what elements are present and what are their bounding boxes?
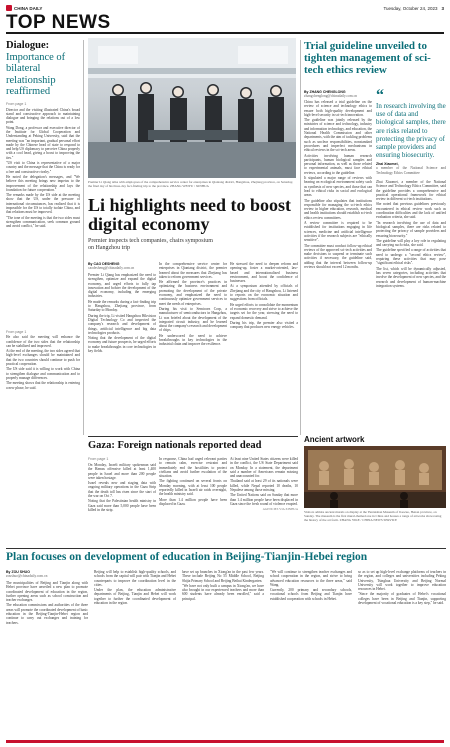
mural-illustration xyxy=(304,446,446,508)
paragraph: The list, which will be dynamically adjusted, has seven categories, including activities that involve the development of new species, and the research and development of human-machine integration systems. xyxy=(376,266,446,288)
trial-pull-quote xyxy=(376,87,446,175)
gaza-col-3 xyxy=(230,457,298,513)
paragraph: Director and the visiting illustrated China's broad stand and constructive approach to maintaining dialogue and bringing the relations out of a low point. xyxy=(6,107,80,125)
premier-photo-illustration xyxy=(88,38,296,178)
paragraph: have set up branches in Xiong'an in the past few years. These include Beijing No 55 Middle School, Beijing Shijia Primary School and Beijing Beihai Kindergarten. xyxy=(182,570,264,583)
paragraph: The education commissions and authorities of the three areas will promote the coordinated development of basic education in the Beijing-Tianjin-Hebei region and continue to carry out exchanges and training for teachers. xyxy=(6,603,88,625)
gaza-col-2 xyxy=(159,457,227,507)
pull-quote-text: In research involving the use of data and biological samples, there are risks related to protecting the privacy of sample providers and ensuring biosecurity. xyxy=(376,102,446,160)
bottom-story-rule xyxy=(6,548,446,549)
paragraph: At least nine United States citizens were killed in the conflict, the US State Department said on Monday. In a statement, the department said a number of Americans remain missing and unaccounted for. xyxy=(230,457,298,479)
top-bar xyxy=(6,4,444,12)
paragraph: Under the plan, the education administrative departments of Beijing, Tianjin and Hebei will work together to further the coordinated development of education in the region. xyxy=(94,588,176,606)
paragraph: In the comprehensive service center for enterprises in Qiantang district, the premier learned about the measures that Zhejiang has taken to reform government services. xyxy=(159,262,227,279)
page-number: 3 xyxy=(441,5,444,11)
paragraph: so as to set up high-level exchange platforms of teachers in the region, and colleges and universities including Peking University, Tsinghua University and Beijing Normal University will work together to improve education resources in Hebei. xyxy=(358,570,446,592)
main-col-3 xyxy=(230,262,298,330)
paragraph: It stipulated a major range of reviews with bearing on ecological environment safety such as synthesis of new species, and those that can lead to ethical risks in social and ecological areas. xyxy=(304,176,372,198)
main-col-2 xyxy=(159,262,227,348)
newspaper-logo xyxy=(6,5,42,11)
paragraph: In response, China had urged relevant parties to remain calm, exercise restraint and immediately end the hostilities to protect civilians and avoid further escalation of the situation. xyxy=(159,457,227,479)
section-masthead xyxy=(6,12,444,34)
trial-col-3 xyxy=(376,180,446,289)
bottom-byline: By ZOU SHUO xyxy=(6,570,30,574)
ancient-label: Ancient artwork xyxy=(304,435,365,444)
dialogue-from-page: From page 1 xyxy=(6,101,27,106)
main-deck: Premier inspects tech companies, chairs symposium on Hangzhou trip xyxy=(88,238,213,251)
paragraph: "We have not only built a campus in Xiong'an, we have also brought in our experienced teachers and more than 600 students have already been enrolled," said a principal. xyxy=(182,583,264,601)
paragraph: Activities involving human research participants, human biological samples and personal information, as well as those related to experimental animals, must face ethical reviews, according to the guideline. xyxy=(304,153,372,175)
main-headline: Li highlights need to boost digital economy xyxy=(88,195,292,234)
main-byline: By CAO DESHENG xyxy=(88,262,120,266)
bottom-col-5 xyxy=(358,570,446,606)
paragraph: During his visit to Semicorn Corp, a manufacturer of semiconductors in Hangzhou, Li was briefed about the development of the integrated circuit industry, and he learned about the company's research and development of chips. xyxy=(159,306,227,333)
paragraph: The committee must conduct follow-up ethical reviews of the approved sci-tech activities and make decisions to suspend or terminate such activities if necessary, the guideline said, adding that the interval between follow-up reviews should not exceed 12 months. xyxy=(304,243,372,269)
paragraph: The meeting shows that the relationship is entering a new phase, he said. xyxy=(6,381,80,390)
dialogue-cont-from-page: From page 1 xyxy=(6,330,27,334)
paragraph: He affirmed the province's practices in optimizing the business environment and promoting the development of the private economy, and emphasized the need to continuously optimize government services to meet the needs of enterprises. xyxy=(159,280,227,306)
gaza-top-rule xyxy=(88,436,298,437)
paragraph: He noted the delegation's messages, and "We believe this meeting brings new impetus to the improvement of the relationship and lays the foundation for future cooperation." xyxy=(6,174,80,192)
bottom-headline: Plan focuses on development of education in Beijing-Tianjin-Hebei region xyxy=(6,551,368,563)
paragraph: The remarks made by the US side at the meeting show that the US, under the pressure of international circumstances, has realized that it is impossible for the US to totally isolate China, and that relations must be improved. xyxy=(6,193,80,215)
paragraph: Noting that the Palestinian health ministry in Gaza said more than 5,000 people have been killed in the strip. xyxy=(88,499,156,512)
paragraph: He stressed the need to deepen reform and opening-up, foster a market-oriented, law-based and internationalized business environment, and boost the confidence of businesses. xyxy=(230,262,298,284)
dialogue-body xyxy=(6,108,80,229)
premier-photo-caption: Premier Li Qiang talks with employees of the comprehensive service center for enterprises in Qiantang district, Hangzhou, Zhejiang province, on Saturday, the final day of his three-day fact-finding trip to the province. ZHANG WEIYU / XINHUA xyxy=(88,180,294,188)
main-dateline: caodesheng@chinadaily.com.cn xyxy=(88,266,135,270)
paragraph: He underscored the need to achieve breakthroughs in key technologies in the industrial chain and improve the resilience. xyxy=(159,333,227,347)
paragraph: On Monday, Israeli military spokesman said the Hamas offensive killed at least 1,400 people in Israel and more than 200 people were taken hostage. xyxy=(88,463,156,480)
paragraph: Beijing will help to establish high-quality schools, and schools from the capital will pair with Tianjin and Hebei counterparts to improve the coordination level in the cities. xyxy=(94,570,176,587)
trial-byline-block xyxy=(304,90,372,98)
trial-col-1 xyxy=(304,100,372,270)
ancient-caption: Visitors admire ancient murals on display at the Yuntaishan Museum of Jiaozuo, Henan province, on Sunday. The museum is the first mural-themed one in China and houses a range of artworks showcasing the history of the art form. ZHANG YIKE / CHINA NEWS SERVICE xyxy=(304,510,442,522)
paragraph: The US side said it is willing to work with China to strengthen dialogue and communication and to properly manage differences. xyxy=(6,367,80,380)
page-bottom-bar xyxy=(6,740,444,743)
quote-name: Zhai Xiaomei, xyxy=(376,162,399,167)
bottom-col-2 xyxy=(94,570,176,606)
section-title: TOP NEWS xyxy=(6,12,111,33)
bottom-col-4 xyxy=(270,570,352,602)
top-bar-right xyxy=(383,6,444,11)
dialogue-story xyxy=(6,40,80,325)
bottom-col-1 xyxy=(6,581,88,626)
dialogue-col-cont xyxy=(6,330,80,391)
newspaper-name: CHINA DAILY xyxy=(14,5,43,11)
paragraph: "In research involving the use of data and biological samples, there are risks related to protecting the privacy of sample providers and ensuring biosecurity." xyxy=(376,220,446,238)
paragraph: He urged efforts to consolidate the momentum of economic recovery and strive to achieve the targets set for the year, stressing the need to expand domestic demand. xyxy=(230,302,298,320)
quote-mark-icon: “ xyxy=(376,87,384,104)
paragraph: The guideline also stipulates that institutions responsible for managing the sci-tech ethics review in higher education, research, medical and health institutions should establish sci-tech ethics review committees. xyxy=(304,198,372,220)
paragraph: A review committee is required to be established for institutions engaging in life sciences, medicine and artificial intelligence activities if the research subjects are "ethically sensitive". xyxy=(304,221,372,243)
dialogue-label: Dialogue: xyxy=(6,40,50,51)
paragraph: At the end of the meeting, the two sides agreed that high-level exchanges should be maintained and that the two countries should continue to push for practical cooperation. xyxy=(6,349,80,367)
trial-headline: Trial guideline unveiled to tighten management of sci-tech ethics review xyxy=(304,40,431,76)
paragraph: China has released a trial guideline on the review of science and technology ethics to ensure both high-quality development and high-level security in sci-tech innovation. xyxy=(304,100,372,117)
paragraph: The guideline was jointly released by the ministries of science and technology, industry and information technology, and education, the National Health Commission and other departments, with the aim of tackling problems such as unclear responsibilities, nonstandard procedures and imperfect mechanisms in ethical reviews in the sci-tech areas. xyxy=(304,118,372,153)
paragraph: More than 1.4 million people have been displaced in Gaza. xyxy=(159,497,227,506)
paragraph: Thailand said at least 29 of its nationals were killed, while Nepal reported 10 deaths, 10 Nepalese among those missing. xyxy=(230,479,298,493)
dialogue-headline: Importance of bilateral relationship reaffirmed xyxy=(6,51,66,97)
paragraph: "We will continue to strengthen teacher exchanges and school cooperation in the region, and strive to bring advanced education resources to the three areas," said Wang. xyxy=(270,570,352,587)
paragraph: He made the remarks during a fact-finding trip to Hangzhou, Zhejiang province, from Saturday to Monday. xyxy=(88,299,156,313)
paragraph: The municipalities of Beijing and Tianjin along with Hebei province have unveiled a new plan to promote coordinated development of education in the region, further opening areas such as school construction and teacher exchanges. xyxy=(6,581,88,603)
gaza-headline: Gaza: Foreign nationals reported dead xyxy=(88,440,262,451)
paragraph: Premier Li Qiang has emphasized the need to strengthen, optimize and expand the digital economy, and urged efforts to fully tap innovation and bolster the development of the digital economy, including the emerging industries. xyxy=(88,273,156,299)
gaza-agency: AGENCIES VIA XINHUA xyxy=(262,507,298,512)
page-date: Tuesday, October 24, 2023 xyxy=(383,5,438,11)
paragraph: "US visit to China is representative of a major country and the message that the China is ready for a free and constructive rivalry." xyxy=(6,161,80,174)
paragraph: The guideline will play a key role in regulating and carrying such risks, she said. xyxy=(376,238,446,248)
trial-dateline: zhangchenglong@chinadaily.com.cn xyxy=(304,94,357,98)
paragraph: He also said the meeting will enhance the confidence of the two sides that the relationship can be stabilized and improved. xyxy=(6,335,80,348)
premier-photo xyxy=(88,38,296,178)
paragraph: "The tone of the meeting is that the two sides must strengthen communication, seek common ground and avoid conflict," he said. xyxy=(6,215,80,229)
dialogue-headline-block xyxy=(6,40,80,98)
paragraph: During the trip, Li visited Hangzhou Hikvision Digital Technology Co and inspected the company's research and development of things, artificial intelligence and big data technologies products. xyxy=(88,313,156,335)
paragraph: At a symposium attended by officials of Zhejiang and the city of Hangzhou, Li listened to reports on the economic situation and suggestions from officials. xyxy=(230,284,298,302)
bottom-dateline: zoushuo@chinadaily.com.cn xyxy=(6,574,48,578)
gaza-from-page: From page 1 xyxy=(88,457,109,461)
paragraph: She noted that previous guidelines previously encountered in ethical review work such as coordination difficulties and the lack of unified evaluation criteria, she said. xyxy=(376,202,446,220)
bottom-byline-block xyxy=(6,570,88,578)
china-daily-logo-icon xyxy=(6,5,12,11)
paragraph: Israel reveals new and staging data with ongoing military operations in the Gaza Strip that the death toll has risen since the start of the war on Oct 7. xyxy=(88,481,156,499)
bottom-col-3 xyxy=(182,570,264,602)
quote-title: a member of the National Science and Technology Ethics Committee xyxy=(376,166,446,175)
paragraph: Currently, 200 primary and secondary schools, vocational schools from Beijing and Tianjin have established cooperation with schools in Hebei. xyxy=(270,588,352,601)
ancient-artwork-photo xyxy=(304,446,446,508)
paragraph: "Since the majority of graduates of Hebei's vocational colleges have been in Beijing and Tianjin, supporting development of vocational education is a key step," he said. xyxy=(358,592,446,606)
paragraph: Noting that the development of the digital economy and future prospects, he urged efforts to make breakthroughs in core technologies in key fields. xyxy=(88,336,156,354)
paragraph: During his trip, the premier also visited a company that produces new energy vehicles. xyxy=(230,320,298,330)
trial-byline: By ZHANG CHENGLONG xyxy=(304,90,346,94)
column-divider xyxy=(83,40,84,435)
main-byline-block xyxy=(88,262,156,270)
paragraph: Zhai Xiaomei, a member of the National Science and Technology Ethics Committee, said the guideline provides a comprehensive and practical operational framework for ethical review in different sci-tech institutions. xyxy=(376,180,446,202)
column-divider xyxy=(300,40,301,435)
paragraph: Wang Dong, a professor and executive director of the Institute for Global Cooperation and Understanding at Peking University, said that the meeting was "an important, gradual personal effort made by the Chinese head of state to respond to and help US diplomacy to perceive China properly with a cool head, giving a boost to improving the ties." xyxy=(6,125,80,160)
paragraph: The guideline specified a range of activities that need to undergo a "second ethics review", requiring these activities that may pose "significant ethical risks". xyxy=(376,248,446,266)
paragraph: The United Nations said on Sunday that more than 1.4 million people have been displaced in Gaza since the fresh round of violence erupted. xyxy=(230,493,298,506)
main-col-1 xyxy=(88,273,156,354)
gaza-col-1 xyxy=(88,463,156,513)
paragraph: The fighting continued on several fronts on Monday morning, with at least 100 people reportedly killed in Israeli air raids overnight, the health ministry said. xyxy=(159,479,227,497)
